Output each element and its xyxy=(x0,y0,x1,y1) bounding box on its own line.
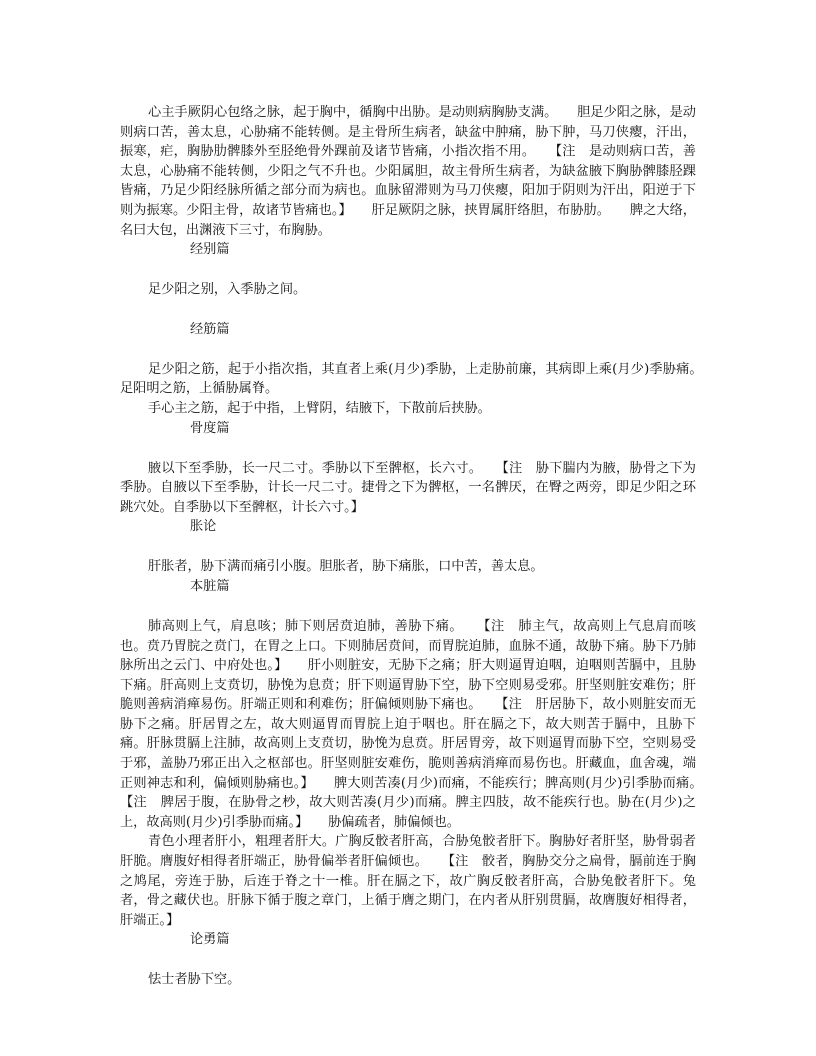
section-heading-jingjin: 经筋篇 xyxy=(190,321,230,337)
spacer xyxy=(120,537,696,557)
section-heading-benzang: 本脏篇 xyxy=(190,578,230,594)
paragraph-gudu: 腋以下至季胁，长一尺二寸。季胁以下至髀枢，长六寸。 【注 胁下腨内为腋，胁骨之下为季胁。自腋以下至季胁，计长一尺二寸。捷骨之下为髀枢，一名髀厌，在臀之两旁，即足少阳之环跳穴处。自季胁以下至髀枢，计长六寸。】 xyxy=(120,460,696,515)
spacer xyxy=(120,300,696,320)
spacer xyxy=(120,260,696,280)
spacer xyxy=(120,340,696,360)
document-page xyxy=(120,103,723,990)
paragraph-jingmai: 心主手厥阴心包络之脉，起于胸中，循胸中出胁。是动则病胸胁支满。 胆足少阳之脉，是动则病口苦，善太息，心胁痛不能转侧。是主骨所生病者，缺盆中肿痛，胁下肿，马刀侠瘿，汗出，振寒，疟，胸胁肋髀膝外至胫绝骨外踝前及诸节皆痛，小指次指不用。 【注 是动则病口苦，善太息，心胁痛不能转侧，少阳之气不升也。少阳属胆，故主骨所生病者，为缺盆腋下胸胁髀膝胫踝皆痛，乃足少阳经脉所循之部分而为病也。血脉留滞则为马刀侠瘿，阳加于阴则为汗出，阳逆于下则为振寒。少阳主骨，故诸节皆痛也。】 肝足厥阴之脉，挟胃属肝络胆，布胁肋。 脾之大络，名曰大包，出渊液下三寸，布胸胁。 xyxy=(120,105,696,238)
section-heading-jingbie: 经别篇 xyxy=(190,242,230,258)
paragraph-lunyong: 怯士者胁下空。 xyxy=(148,972,241,988)
section-heading-zhanglun: 胀论 xyxy=(190,519,217,535)
section-heading-lunyong: 论勇篇 xyxy=(190,932,230,948)
paragraph-zhanglun: 肝胀者，胁下满而痛引小腹。胆胀者，胁下痛胀，口中苦，善太息。 xyxy=(148,559,544,575)
paragraph-jingjin-2: 手心主之筋，起于中指，上臂阴，结腋下，下散前后挟胁。 xyxy=(148,400,491,416)
paragraph-benzang-1: 肺高则上气，肩息咳；肺下则居贲迫肺，善胁下痛。 【注 肺主气，故高则上气息肩而咳也。贲乃胃脘之贲门，在胃之上口。下则肺居贲间，而胃脘迫肺，血脉不通，故胁下痛。胁下乃肺脉所出之云门、中府处也。】 肝小则脏安，无胁下之痛；肝大则逼胃迫咽，迫咽则苦膈中，且胁下痛。肝高则上支贲切，胁悗为息贲；肝下则逼胃胁下空，胁下空则易受邪。肝坚则脏安难伤；肝脆则善病消瘅易伤。肝端正则和利难伤；肝偏倾则胁下痛也。 【注 肝居胁下，故小则脏安而无胁下之痛。肝居胃之左，故大则逼胃而胃脘上迫于咽也。肝在膈之下，故大则苦于膈中，且胁下痛。肝脉贯膈上注肺，故高则上支贲切，胁悗为息贲。肝居胃旁，故下则逼胃而胁下空，空则易受于邪，盖胁乃邪正出入之枢部也。肝坚则脏安难伤，脆则善病消瘅而易伤也。肝藏血，血舍魂，端正则神志和利，偏倾则胁痛也。】 脾大则苦凑(月少)而痛，不能疾行；脾高则(月少)引季胁而痛。 【注 脾居于腹，在胁骨之杪，故大则苦凑(月少)而痛。脾主四肢，故不能疾行也。胁在(月少)之上，故高则(月少)引季胁而痛。】 胁偏疏者，肺偏倾也。 xyxy=(120,618,723,830)
paragraph-benzang-2: 青色小理者肝小，粗理者肝大。广胸反骹者肝高，合胁兔骹者肝下。胸胁好者肝坚，胁骨弱者肝脆。膺腹好相得者肝端正，胁骨偏举者肝偏倾也。 【注 骹者，胸胁交分之扁骨，膈前连于胸之鸠尾，旁连于胁，后连于脊之十一椎。肝在膈之下，故广胸反骹者肝高，合胁兔骹者肝下。兔者，骨之藏伏也。肝脉下循于腹之章门，上循于膺之期门，在内者从肝别贯膈，故膺腹好相得者，肝端正。】 xyxy=(120,834,696,928)
paragraph-jingjin-1: 足少阳之筋，起于小指次指，其直者上乘(月少)季胁，上走胁前廉，其病即上乘(月少)季胁痛。 足阳明之筋，上循胁属脊。 xyxy=(120,361,723,397)
spacer xyxy=(120,439,696,459)
spacer xyxy=(120,950,696,970)
paragraph-jingbie: 足少阳之别，入季胁之间。 xyxy=(148,282,307,298)
spacer xyxy=(120,597,696,617)
section-heading-gudu: 骨度篇 xyxy=(190,420,230,436)
